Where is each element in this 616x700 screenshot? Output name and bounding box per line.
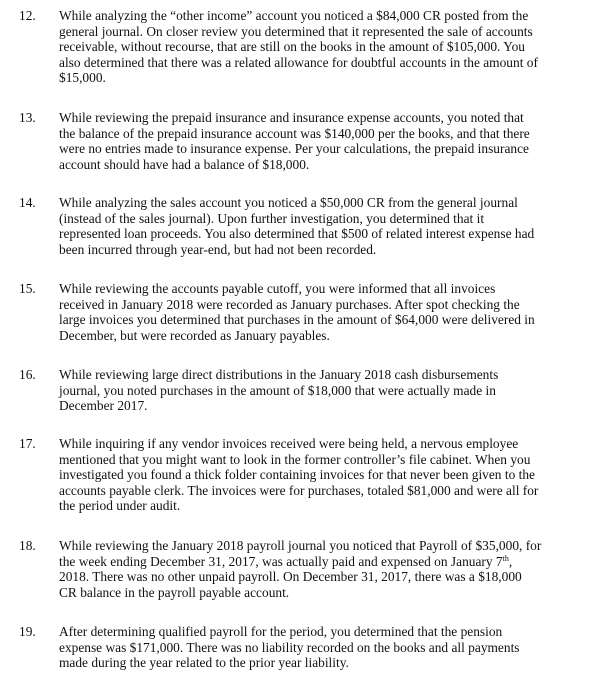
- text-line: While reviewing the prepaid insurance and insurance expense accounts, you noted that: [59, 110, 524, 125]
- text-line: December, but were recorded as January payables.: [59, 327, 330, 343]
- item-number: 13.: [19, 110, 36, 125]
- text-line: expense was $171,000. There was no liability recorded on the books and all payments: [59, 639, 520, 655]
- trailing-punctuation: ,: [508, 553, 513, 569]
- item-number: 18.: [19, 538, 36, 553]
- text-line: general journal. On closer review you determined that it represented the sale of accounts: [59, 23, 533, 39]
- text-line: 2018. There was no other unpaid payroll. On December 31, 2017, there was a $18,000: [59, 569, 522, 585]
- text-line: journal, you noted purchases in the amount of $18,000 that were actually made in: [59, 382, 496, 398]
- item-text: [59, 8, 599, 86]
- item-text: [59, 110, 599, 172]
- text-line: mentioned that you might want to look in the former controller’s file cabinet. When you: [59, 451, 531, 467]
- text-line: made during the year related to the prior year liability.: [59, 655, 349, 671]
- item-text: [59, 624, 599, 671]
- text-line: receivable, without recourse, that are still on the books in the amount of $105,000. You: [59, 39, 525, 55]
- item-text: [59, 367, 599, 414]
- text-line: represented loan proceeds. You also determined that $500 of related interest expense had: [59, 226, 535, 242]
- text-line: CR balance in the payroll payable account.: [59, 584, 290, 600]
- item-number: 15.: [19, 281, 36, 296]
- text-line: received in January 2018 were recorded as January purchases. After spot checking the: [59, 296, 520, 312]
- item-text: [59, 538, 599, 600]
- text-line: the balance of the prepaid insurance account was $140,000 per the books, and that there: [59, 125, 530, 141]
- text-line: accounts payable clerk. The invoices were for purchases, totaled $81,000 and were all for: [59, 482, 539, 498]
- item-number: 12.: [19, 8, 36, 23]
- text-line: After determining qualified payroll for the period, you determined that the pension: [59, 624, 503, 639]
- item-text: [59, 281, 599, 343]
- text-line: were no entries made to insurance expense. Per your calculations, the prepaid insurance: [59, 141, 529, 157]
- text-line: account should have had a balance of $18,000.: [59, 156, 310, 172]
- text-line: been incurred through year-end, but had not been recorded.: [59, 241, 377, 257]
- text-line-main: the week ending December 31, 2017, was actually paid and expensed on January 7: [59, 553, 503, 569]
- text-line: the period under audit.: [59, 498, 181, 514]
- text-line: While reviewing the January 2018 payroll journal you noticed that Payroll of $35,000, for: [59, 538, 542, 553]
- text-line: large invoices you determined that purchases in the amount of $64,000 were delivered in: [59, 312, 535, 328]
- item-number: 17.: [19, 436, 36, 451]
- ordinal-suffix: th: [502, 553, 509, 563]
- item-number: 14.: [19, 195, 36, 210]
- item-number: 16.: [19, 367, 36, 382]
- text-line: investigated you found a thick folder containing invoices for that never been given to the: [59, 467, 535, 483]
- text-line: [59, 554, 599, 570]
- item-number: 19.: [19, 624, 36, 639]
- text-line: While analyzing the “other income” account you noticed a $84,000 CR posted from the: [59, 8, 529, 23]
- text-line: While reviewing large direct distributions in the January 2018 cash disbursements: [59, 367, 499, 382]
- text-line: While reviewing the accounts payable cutoff, you were informed that all invoices: [59, 281, 496, 296]
- text-line: also determined that there was a related allowance for doubtful accounts in the amount of: [59, 54, 538, 70]
- text-line: While analyzing the sales account you noticed a $50,000 CR from the general journal: [59, 195, 518, 210]
- item-text: [59, 436, 599, 514]
- text-line: While inquiring if any vendor invoices received were being held, a nervous employee: [59, 436, 519, 451]
- text-line: (instead of the sales journal). Upon further investigation, you determined that it: [59, 210, 485, 226]
- text-line: December 2017.: [59, 398, 148, 414]
- item-text: [59, 195, 599, 257]
- text-line: $15,000.: [59, 70, 106, 86]
